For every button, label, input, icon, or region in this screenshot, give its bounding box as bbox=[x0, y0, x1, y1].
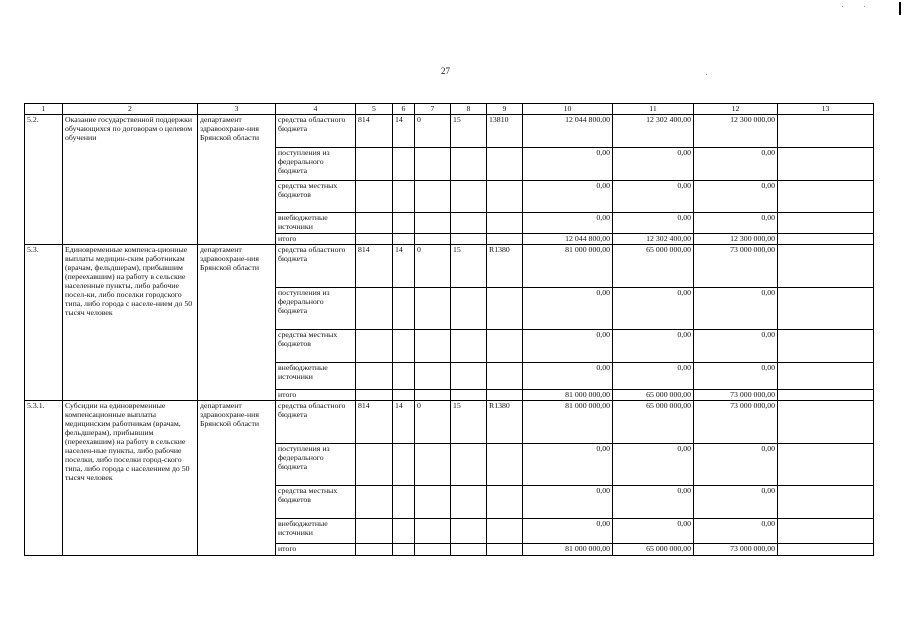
value-col-11: 0,00 bbox=[613, 444, 694, 486]
code-col-7 bbox=[415, 288, 451, 330]
value-col-13 bbox=[778, 245, 874, 288]
code-col-5 bbox=[356, 148, 393, 181]
value-col-10: 12 044 800,00 bbox=[523, 115, 613, 148]
value-col-13 bbox=[778, 486, 874, 519]
code-col-7 bbox=[415, 519, 451, 544]
item-number: 5.3. bbox=[25, 245, 63, 401]
value-col-11: 65 000 000,00 bbox=[613, 401, 694, 444]
code-col-6: 14 bbox=[393, 115, 415, 148]
code-col-9 bbox=[487, 444, 523, 486]
value-col-11: 0,00 bbox=[613, 148, 694, 181]
code-col-6 bbox=[393, 444, 415, 486]
value-col-12: 0,00 bbox=[694, 519, 778, 544]
scan-speck bbox=[706, 74, 707, 75]
funding-source: средства областного бюджета bbox=[276, 245, 356, 288]
code-col-8 bbox=[451, 234, 487, 245]
header-col-9: 9 bbox=[487, 104, 523, 115]
code-col-7 bbox=[415, 148, 451, 181]
funding-source: поступления из федерального бюджета bbox=[276, 288, 356, 330]
table-header bbox=[25, 104, 874, 115]
code-col-7: 0 bbox=[415, 245, 451, 288]
code-col-8 bbox=[451, 444, 487, 486]
code-col-7 bbox=[415, 390, 451, 401]
code-col-9: 13810 bbox=[487, 115, 523, 148]
code-col-6 bbox=[393, 213, 415, 234]
value-col-11: 0,00 bbox=[613, 363, 694, 390]
header-col-2: 2 bbox=[63, 104, 198, 115]
value-col-10: 0,00 bbox=[523, 363, 613, 390]
header-col-7: 7 bbox=[415, 104, 451, 115]
code-col-8: 15 bbox=[451, 245, 487, 288]
total-col-11: 65 000 000,00 bbox=[613, 544, 694, 556]
code-col-8: 15 bbox=[451, 401, 487, 444]
total-col-11: 65 000 000,00 bbox=[613, 390, 694, 401]
code-col-5 bbox=[356, 181, 393, 213]
funding-source: внебюджетные источники bbox=[276, 519, 356, 544]
code-col-6 bbox=[393, 519, 415, 544]
funding-source: внебюджетные источники bbox=[276, 363, 356, 390]
value-col-12: 0,00 bbox=[694, 486, 778, 519]
code-col-9 bbox=[487, 363, 523, 390]
header-col-11: 11 bbox=[613, 104, 694, 115]
value-col-13 bbox=[778, 390, 874, 401]
header-col-4: 4 bbox=[276, 104, 356, 115]
header-col-1: 1 bbox=[25, 104, 63, 115]
value-col-13 bbox=[778, 444, 874, 486]
code-col-6 bbox=[393, 288, 415, 330]
value-col-11: 65 000 000,00 bbox=[613, 245, 694, 288]
code-col-9 bbox=[487, 486, 523, 519]
code-col-8: 15 bbox=[451, 115, 487, 148]
value-col-10: 0,00 bbox=[523, 486, 613, 519]
table-row bbox=[25, 401, 874, 444]
table-row bbox=[25, 115, 874, 148]
code-col-5: 814 bbox=[356, 115, 393, 148]
value-col-11: 0,00 bbox=[613, 330, 694, 363]
funding-source: средства местных бюджетов bbox=[276, 181, 356, 213]
total-col-12: 73 000 000,00 bbox=[694, 544, 778, 556]
code-col-5 bbox=[356, 486, 393, 519]
total-col-11: 12 302 400,00 bbox=[613, 234, 694, 245]
value-col-13 bbox=[778, 401, 874, 444]
funding-source: внебюджетные источники bbox=[276, 213, 356, 234]
value-col-13 bbox=[778, 544, 874, 556]
value-col-10: 0,00 bbox=[523, 288, 613, 330]
value-col-10: 0,00 bbox=[523, 519, 613, 544]
total-col-12: 73 000 000,00 bbox=[694, 390, 778, 401]
value-col-13 bbox=[778, 288, 874, 330]
code-col-7: 0 bbox=[415, 115, 451, 148]
code-col-6 bbox=[393, 486, 415, 519]
value-col-13 bbox=[778, 234, 874, 245]
header-col-13: 13 bbox=[778, 104, 874, 115]
funding-source: итого bbox=[276, 234, 356, 245]
scan-edge-mark bbox=[899, 2, 901, 15]
code-col-7 bbox=[415, 213, 451, 234]
code-col-8 bbox=[451, 544, 487, 556]
value-col-10: 0,00 bbox=[523, 444, 613, 486]
code-col-9 bbox=[487, 213, 523, 234]
value-col-13 bbox=[778, 213, 874, 234]
value-col-12: 0,00 bbox=[694, 181, 778, 213]
value-col-13 bbox=[778, 115, 874, 148]
funding-source: средства местных бюджетов bbox=[276, 486, 356, 519]
value-col-13 bbox=[778, 148, 874, 181]
code-col-9 bbox=[487, 390, 523, 401]
code-col-8 bbox=[451, 288, 487, 330]
value-col-11: 0,00 bbox=[613, 288, 694, 330]
code-col-8 bbox=[451, 181, 487, 213]
value-col-12: 0,00 bbox=[694, 363, 778, 390]
code-col-7 bbox=[415, 330, 451, 363]
funding-source: средства областного бюджета bbox=[276, 115, 356, 148]
code-col-5: 814 bbox=[356, 401, 393, 444]
value-col-13 bbox=[778, 181, 874, 213]
header-col-8: 8 bbox=[451, 104, 487, 115]
code-col-9: R1380 bbox=[487, 245, 523, 288]
code-col-8 bbox=[451, 363, 487, 390]
scan-speck bbox=[864, 6, 865, 7]
code-col-9 bbox=[487, 181, 523, 213]
code-col-8 bbox=[451, 519, 487, 544]
funding-source: итого bbox=[276, 390, 356, 401]
funding-source: поступления из федерального бюджета bbox=[276, 148, 356, 181]
value-col-11: 0,00 bbox=[613, 519, 694, 544]
code-col-9 bbox=[487, 519, 523, 544]
code-col-5 bbox=[356, 544, 393, 556]
code-col-5 bbox=[356, 444, 393, 486]
value-col-13 bbox=[778, 330, 874, 363]
code-col-7 bbox=[415, 181, 451, 213]
code-col-6: 14 bbox=[393, 401, 415, 444]
budget-table bbox=[24, 103, 874, 556]
funding-source: поступления из федерального бюджета bbox=[276, 444, 356, 486]
code-col-6: 14 bbox=[393, 245, 415, 288]
funding-source: средства местных бюджетов bbox=[276, 330, 356, 363]
code-col-5 bbox=[356, 330, 393, 363]
code-col-7 bbox=[415, 444, 451, 486]
code-col-5 bbox=[356, 234, 393, 245]
code-col-9: R1380 bbox=[487, 401, 523, 444]
code-col-6 bbox=[393, 544, 415, 556]
code-col-8 bbox=[451, 486, 487, 519]
value-col-12: 12 300 000,00 bbox=[694, 115, 778, 148]
page-number: 27 bbox=[441, 66, 450, 76]
total-col-10: 81 000 000,00 bbox=[523, 390, 613, 401]
table-row bbox=[25, 245, 874, 288]
item-department: департамент здравоохране-ния Брянской области bbox=[198, 115, 276, 245]
code-col-8 bbox=[451, 148, 487, 181]
total-col-10: 12 044 800,00 bbox=[523, 234, 613, 245]
code-col-8 bbox=[451, 390, 487, 401]
code-col-5: 814 bbox=[356, 245, 393, 288]
code-col-7 bbox=[415, 544, 451, 556]
value-col-13 bbox=[778, 363, 874, 390]
code-col-5 bbox=[356, 363, 393, 390]
funding-source: средства областного бюджета bbox=[276, 401, 356, 444]
value-col-12: 0,00 bbox=[694, 288, 778, 330]
item-department: департамент здравоохране-ния Брянской области bbox=[198, 401, 276, 556]
code-col-6 bbox=[393, 234, 415, 245]
code-col-7 bbox=[415, 486, 451, 519]
code-col-8 bbox=[451, 330, 487, 363]
value-col-13 bbox=[778, 519, 874, 544]
value-col-10: 0,00 bbox=[523, 181, 613, 213]
item-department: департамент здравоохране-ния Брянской области bbox=[198, 245, 276, 401]
item-description: Единовременные компенса-ционные выплаты медицин-ским работникам (врачам, фельдшерам), прибывшим (переехавшим) на работу в сельские населенные пункты, либо рабочие посел-ки, либо поселки городского типа, либо города с населе-нием до 50 тысяч человек bbox=[63, 245, 198, 401]
code-col-6 bbox=[393, 363, 415, 390]
header-col-3: 3 bbox=[198, 104, 276, 115]
code-col-5 bbox=[356, 288, 393, 330]
code-col-9 bbox=[487, 544, 523, 556]
code-col-7 bbox=[415, 363, 451, 390]
value-col-11: 0,00 bbox=[613, 486, 694, 519]
header-col-5: 5 bbox=[356, 104, 393, 115]
code-col-9 bbox=[487, 288, 523, 330]
code-col-9 bbox=[487, 234, 523, 245]
value-col-10: 81 000 000,00 bbox=[523, 245, 613, 288]
value-col-12: 73 000 000,00 bbox=[694, 401, 778, 444]
code-col-6 bbox=[393, 181, 415, 213]
header-row bbox=[25, 104, 874, 115]
item-number: 5.2. bbox=[25, 115, 63, 245]
value-col-12: 0,00 bbox=[694, 213, 778, 234]
total-col-12: 12 300 000,00 bbox=[694, 234, 778, 245]
value-col-12: 0,00 bbox=[694, 148, 778, 181]
value-col-10: 0,00 bbox=[523, 213, 613, 234]
value-col-12: 0,00 bbox=[694, 330, 778, 363]
code-col-8 bbox=[451, 213, 487, 234]
total-col-10: 81 000 000,00 bbox=[523, 544, 613, 556]
value-col-10: 81 000 000,00 bbox=[523, 401, 613, 444]
code-col-7 bbox=[415, 234, 451, 245]
value-col-11: 12 302 400,00 bbox=[613, 115, 694, 148]
code-col-9 bbox=[487, 148, 523, 181]
funding-source: итого bbox=[276, 544, 356, 556]
item-number: 5.3.1. bbox=[25, 401, 63, 556]
item-description: Оказание государственной поддержки обучающихся по договорам о целевом обучении bbox=[63, 115, 198, 245]
header-col-12: 12 bbox=[694, 104, 778, 115]
value-col-10: 0,00 bbox=[523, 330, 613, 363]
code-col-5 bbox=[356, 519, 393, 544]
value-col-10: 0,00 bbox=[523, 148, 613, 181]
header-col-10: 10 bbox=[523, 104, 613, 115]
item-description: Субсидии на единовременные компенсационные выплаты медицинским работникам (врачам, фельдшерам), прибывшим (переехавшим) на работу в сельские населен-ные пункты, либо рабочие поселки, либо поселки город-ского типа, либо города с населением до 50 тысяч человек bbox=[63, 401, 198, 556]
value-col-12: 0,00 bbox=[694, 444, 778, 486]
code-col-5 bbox=[356, 390, 393, 401]
code-col-9 bbox=[487, 330, 523, 363]
header-col-6: 6 bbox=[393, 104, 415, 115]
value-col-12: 73 000 000,00 bbox=[694, 245, 778, 288]
code-col-6 bbox=[393, 330, 415, 363]
code-col-6 bbox=[393, 390, 415, 401]
scan-speck bbox=[842, 6, 843, 7]
code-col-5 bbox=[356, 213, 393, 234]
code-col-7: 0 bbox=[415, 401, 451, 444]
value-col-11: 0,00 bbox=[613, 213, 694, 234]
code-col-6 bbox=[393, 148, 415, 181]
value-col-11: 0,00 bbox=[613, 181, 694, 213]
